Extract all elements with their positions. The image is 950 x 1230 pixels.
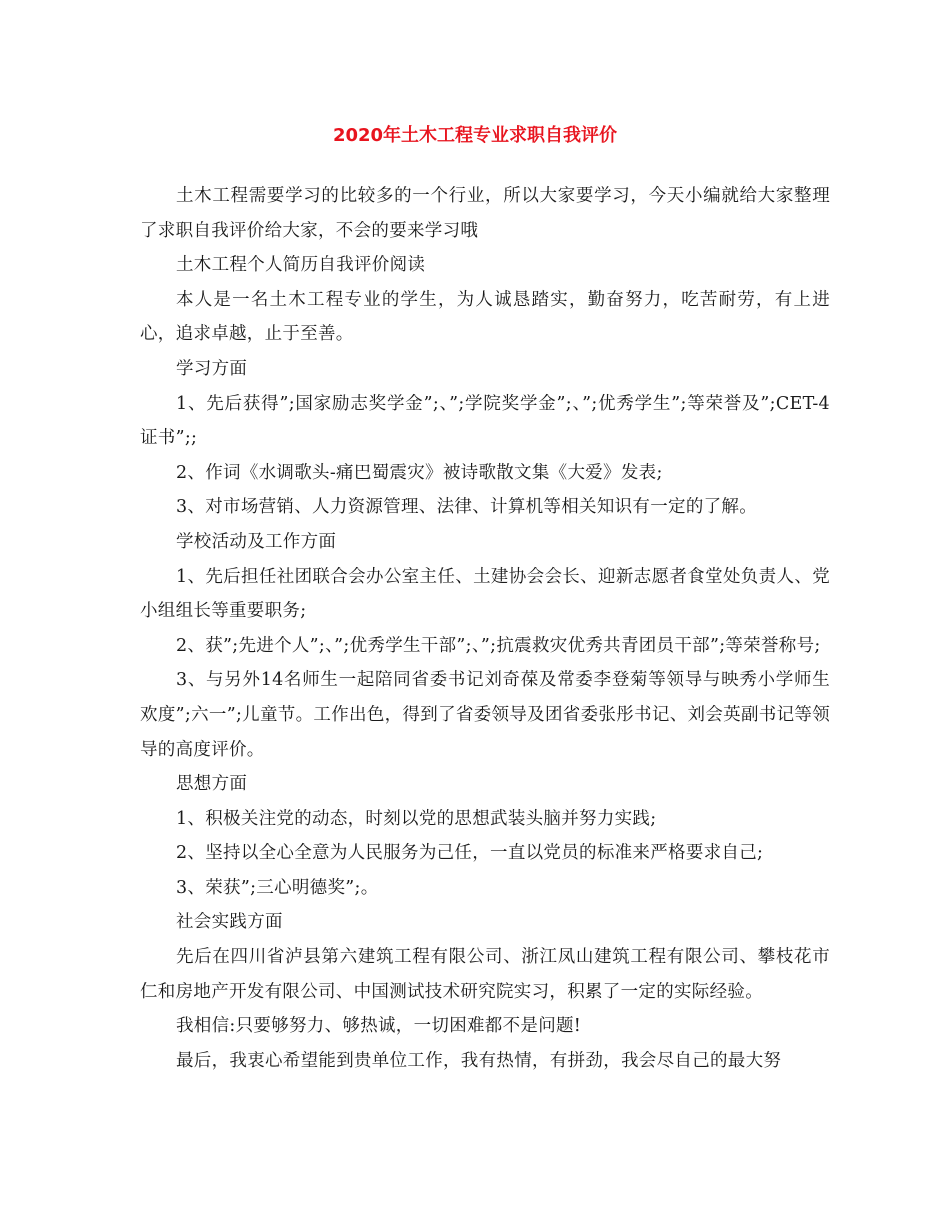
document-title: 2020年土木工程专业求职自我评价 xyxy=(332,125,618,146)
study-item-2: 2、作词《水调歌头-痛巴蜀震灾》被诗歌散文集《大爱》发表; xyxy=(176,462,663,483)
activities-item-1: 1、先后担任社团联合会办公室主任、土建协会会长、迎新志愿者食堂处负责人、党小组组长等重要职务; xyxy=(140,566,830,622)
thought-item-2: 2、坚持以全心全意为人民服务为己任，一直以党员的标准来严格要求自己; xyxy=(176,843,764,864)
paragraph-intro: 土木工程需要学习的比较多的一个行业，所以大家要学习，今天小编就给大家整理了求职自我评价给大家，不会的要来学习哦 xyxy=(140,186,830,241)
study-item-1: 1、先后获得”;国家励志奖学金”;、”;学院奖学金”;、”;优秀学生”;等荣誉及”;CET-4证书”;; xyxy=(140,393,830,449)
paragraph-closing: 最后，我衷心希望能到贵单位工作，我有热情，有拼劲，我会尽自己的最大努 xyxy=(176,1050,782,1071)
section-heading-thought: 思想方面 xyxy=(176,774,248,795)
practice-item-1: 先后在四川省泸县第六建筑工程有限公司、浙江凤山建筑工程有限公司、攀枝花市仁和房地产开发有限公司、中国测试技术研究院实习，积累了一定的实际经验。 xyxy=(140,947,830,1002)
thought-item-3: 3、荣获”;三心明德奖”;。 xyxy=(176,877,379,898)
section-heading-study: 学习方面 xyxy=(176,358,248,379)
study-item-3: 3、对市场营销、人力资源管理、法律、计算机等相关知识有一定的了解。 xyxy=(176,497,758,518)
section-heading-activities: 学校活动及工作方面 xyxy=(176,531,337,552)
paragraph-self-intro: 本人是一名土木工程专业的学生，为人诚恳踏实，勤奋努力，吃苦耐劳，有上进心，追求卓越，止于至善。 xyxy=(140,289,830,345)
activities-item-3: 3、与另外14名师生一起陪同省委书记刘奇葆及常委李登菊等领导与映秀小学师生欢度”;六一”;儿童节。工作出色，得到了省委领导及团省委张彤书记、刘会英副书记等领导的高度评价。 xyxy=(140,670,830,760)
section-heading-practice: 社会实践方面 xyxy=(176,912,283,933)
activities-item-2: 2、获”;先进个人”;、”;优秀学生干部”;、”;抗震救灾优秀共青团员干部”;等荣誉称号; xyxy=(176,635,821,656)
paragraph-belief: 我相信:只要够努力、够热诚，一切困难都不是问题! xyxy=(176,1016,582,1037)
document-body xyxy=(140,179,830,1078)
paragraph-subtitle: 土木工程个人简历自我评价阅读 xyxy=(176,255,426,276)
thought-item-1: 1、积极关注党的动态，时刻以党的思想武装头脑并努力实践; xyxy=(176,808,657,829)
